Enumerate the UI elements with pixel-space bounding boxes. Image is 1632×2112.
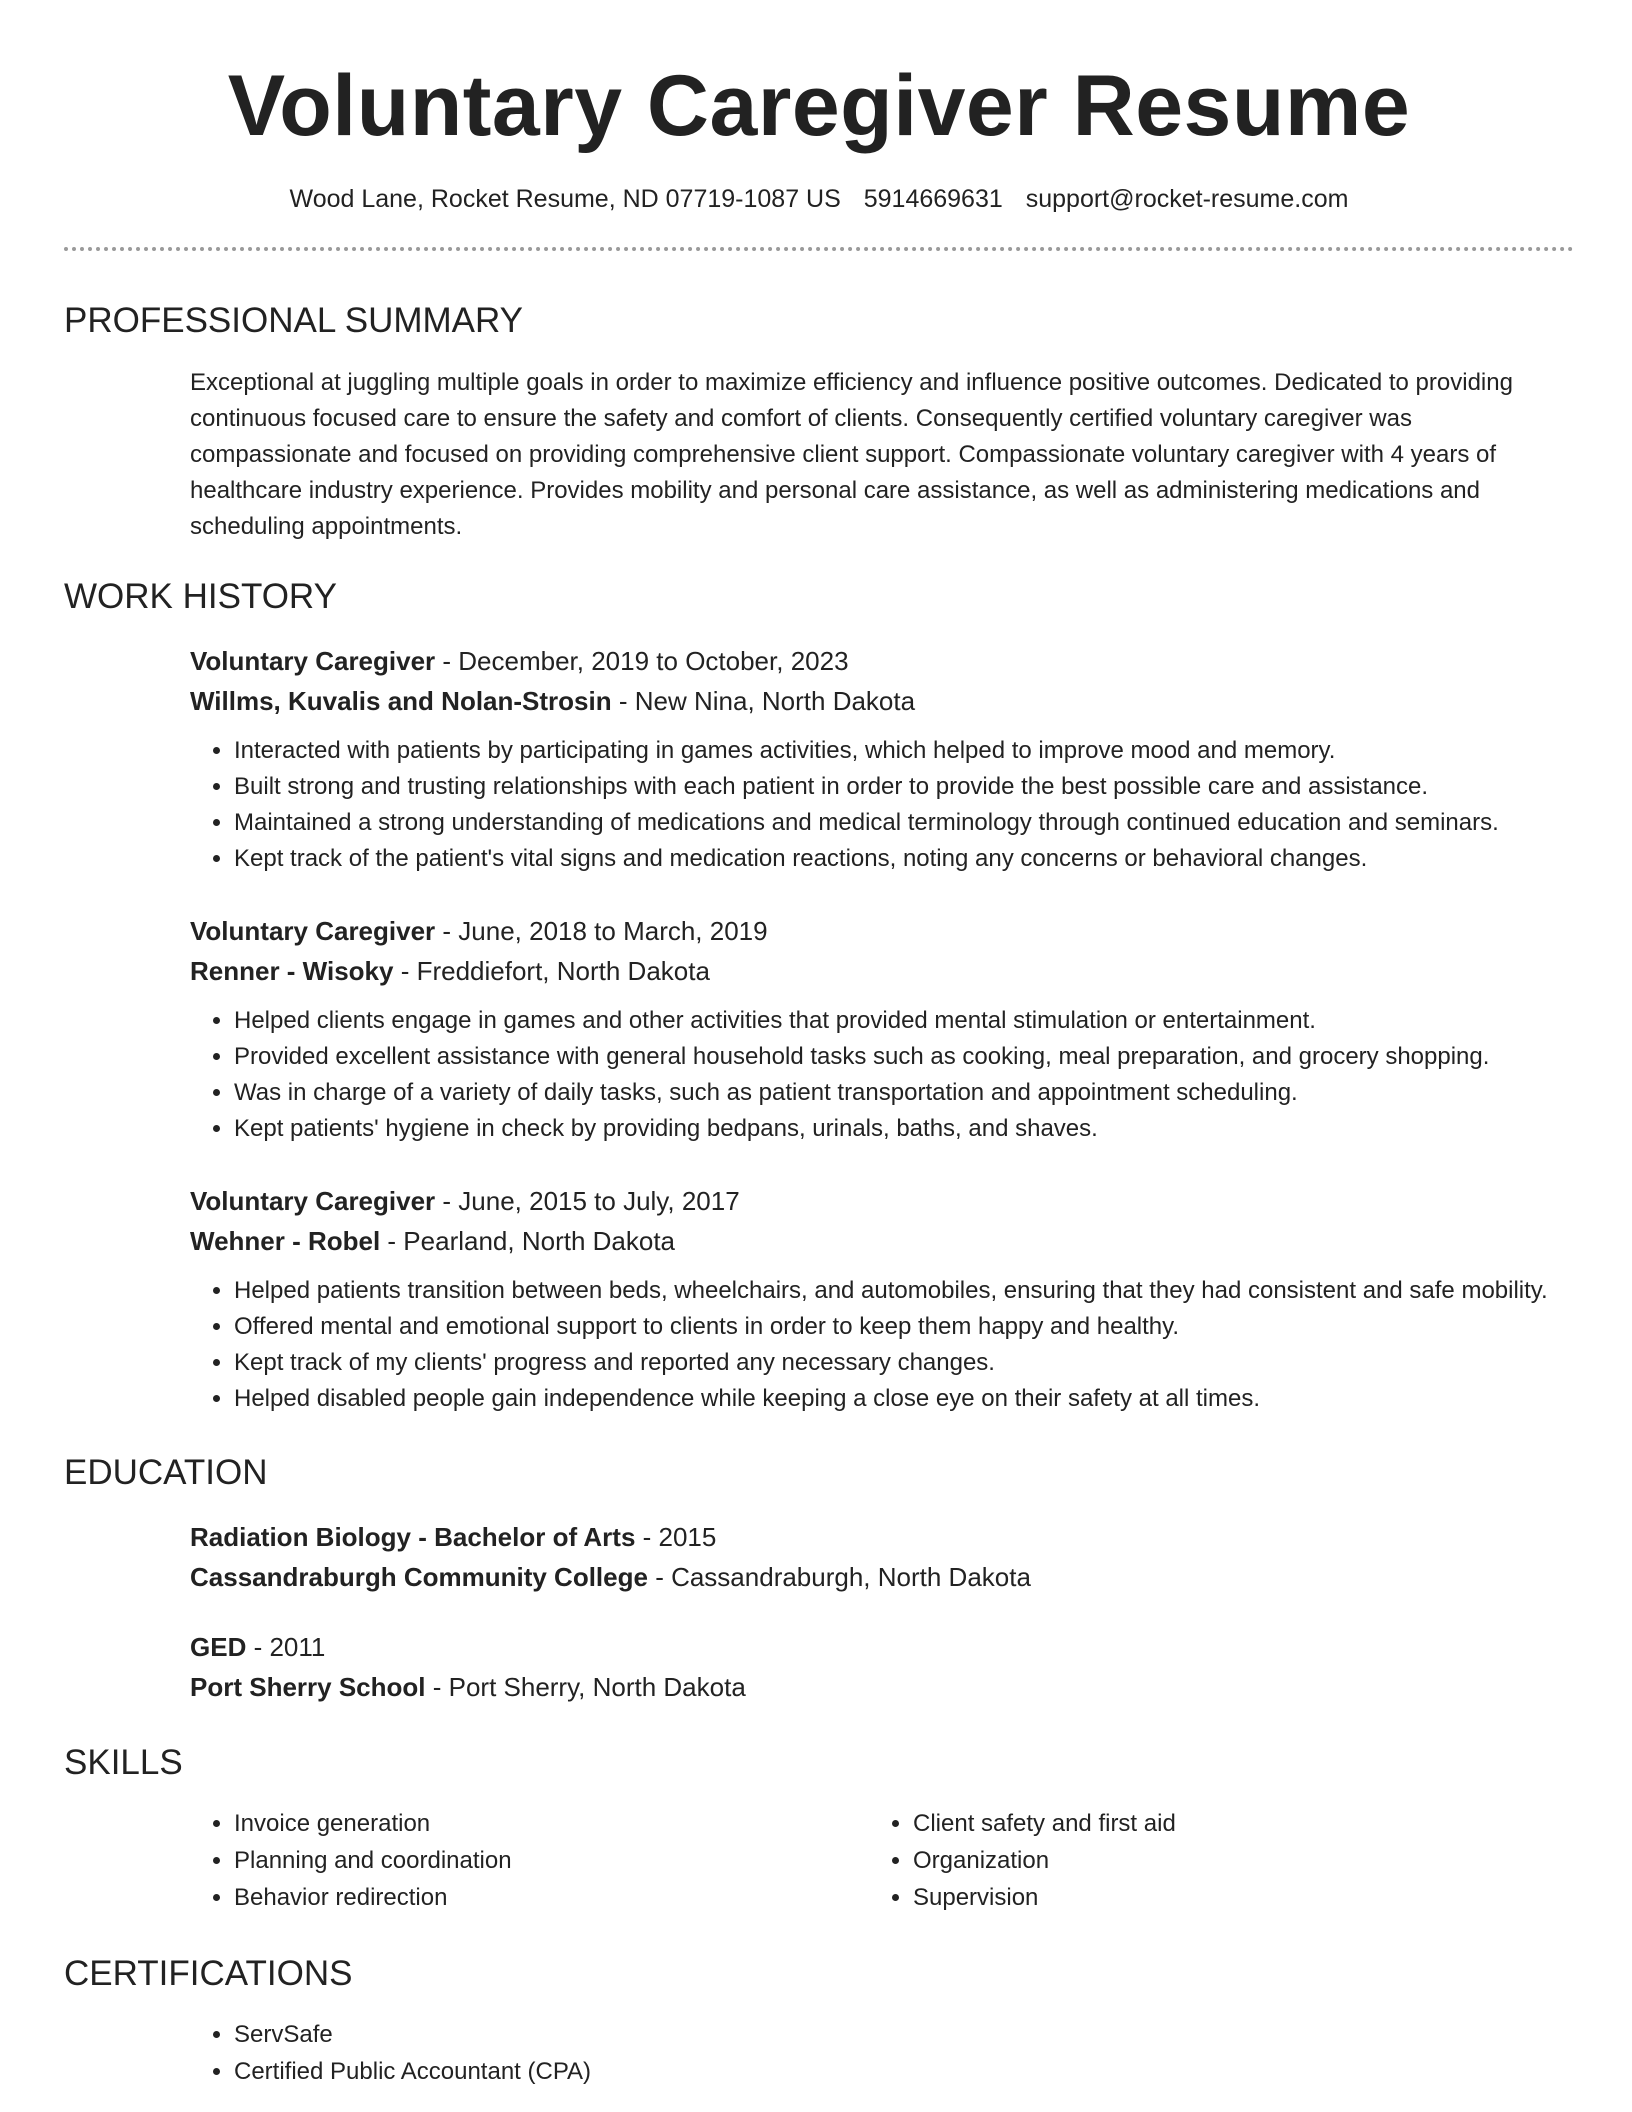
skills-columns bbox=[190, 1805, 1575, 1916]
job-title: Voluntary Caregiver bbox=[190, 646, 436, 676]
list-item: • Interacted with patients by participating in games activities, which helped to improve mood and memory. bbox=[234, 733, 1574, 769]
education-school: Port Sherry School bbox=[190, 1672, 426, 1702]
skills-list-right bbox=[869, 1805, 1548, 1916]
list-item: • Kept patients' hygiene in check by providing bedpans, urinals, baths, and shaves. bbox=[234, 1111, 1574, 1147]
education-school-line bbox=[190, 1667, 1574, 1707]
contact-address: Wood Lane, Rocket Resume, ND 07719-1087 US bbox=[289, 185, 841, 213]
job-title-line bbox=[190, 911, 1574, 951]
education-degree: Radiation Biology - Bachelor of Arts bbox=[190, 1522, 636, 1552]
section-title-work-history: WORK HISTORY bbox=[64, 577, 337, 616]
job-dates: - June, 2018 to March, 2019 bbox=[435, 916, 768, 946]
section-title-certifications: CERTIFICATIONS bbox=[64, 1954, 353, 1993]
job-location: - New Nina, North Dakota bbox=[611, 686, 916, 716]
certifications-list bbox=[190, 2016, 1574, 2090]
job-title-line bbox=[190, 1181, 1574, 1221]
education-degree-line bbox=[190, 1627, 1574, 1667]
skill-item: • Organization bbox=[913, 1842, 1548, 1879]
certification-item: • Certified Public Accountant (CPA) bbox=[234, 2053, 1574, 2090]
list-item: • Provided excellent assistance with general household tasks such as cooking, meal preparation, and grocery shopping. bbox=[234, 1039, 1574, 1075]
job-bullets bbox=[190, 1003, 1574, 1147]
list-item: • Built strong and trusting relationships with each patient in order to provide the best possible care and assistance. bbox=[234, 769, 1574, 805]
section-title-education: EDUCATION bbox=[64, 1453, 268, 1492]
list-item: • Kept track of the patient's vital signs and medication reactions, noting any concerns or behavioral changes. bbox=[234, 841, 1574, 877]
list-item: • Was in charge of a variety of daily tasks, such as patient transportation and appointment scheduling. bbox=[234, 1075, 1574, 1111]
job-company-line bbox=[190, 951, 1574, 991]
job-location: - Freddiefort, North Dakota bbox=[393, 956, 710, 986]
skills-list-left bbox=[190, 1805, 869, 1916]
job-title: Voluntary Caregiver bbox=[190, 916, 436, 946]
job-title-line bbox=[190, 641, 1574, 681]
education-location: - Cassandraburgh, North Dakota bbox=[647, 1562, 1031, 1592]
resume-title: Voluntary Caregiver Resume bbox=[227, 58, 1411, 154]
resume-page bbox=[64, 0, 1574, 2090]
job-entry bbox=[190, 1181, 1574, 1417]
skill-item: • Behavior redirection bbox=[234, 1879, 869, 1916]
contact-email: support@rocket-resume.com bbox=[1025, 185, 1349, 213]
skill-item: • Planning and coordination bbox=[234, 1842, 869, 1879]
education-degree: GED bbox=[190, 1632, 247, 1662]
header-divider bbox=[64, 247, 1574, 251]
job-company-line bbox=[190, 1221, 1574, 1261]
job-title: Voluntary Caregiver bbox=[190, 1186, 436, 1216]
contact-line bbox=[64, 184, 1574, 214]
education-year: - 2011 bbox=[246, 1632, 326, 1662]
skill-item: • Client safety and first aid bbox=[913, 1805, 1548, 1842]
job-company: Renner - Wisoky bbox=[190, 956, 394, 986]
job-dates: - June, 2015 to July, 2017 bbox=[435, 1186, 740, 1216]
skill-item: • Invoice generation bbox=[234, 1805, 869, 1842]
job-company: Wehner - Robel bbox=[190, 1226, 381, 1256]
education-degree-line bbox=[190, 1517, 1574, 1557]
job-location: - Pearland, North Dakota bbox=[380, 1226, 676, 1256]
education-location: - Port Sherry, North Dakota bbox=[425, 1672, 746, 1702]
job-bullets bbox=[190, 733, 1574, 877]
skill-item: • Supervision bbox=[913, 1879, 1548, 1916]
education-entry bbox=[190, 1517, 1574, 1597]
certifications-block bbox=[190, 2016, 1574, 2090]
section-title-summary: PROFESSIONAL SUMMARY bbox=[64, 301, 523, 340]
job-company-line bbox=[190, 681, 1574, 721]
summary-text: Exceptional at juggling multiple goals in order to maximize efficiency and influence positive outcomes. Dedicated to providing continuous focused care to ensure the safety and comfort of clients. Consequently certified voluntary caregiver was compassionate and focused on providing comprehensive client support. Compassionate voluntary caregiver with 4 years of healthcare industry experience. Provides mobility and personal care assistance, as well as administering medications and scheduling appointments. bbox=[190, 369, 1513, 540]
job-entry bbox=[190, 911, 1574, 1147]
job-company: Willms, Kuvalis and Nolan-Strosin bbox=[190, 686, 612, 716]
list-item: • Helped patients transition between beds, wheelchairs, and automobiles, ensuring that they had consistent and safe mobility. bbox=[234, 1273, 1574, 1309]
list-item: • Offered mental and emotional support to clients in order to keep them happy and healthy. bbox=[234, 1309, 1574, 1345]
education-school: Cassandraburgh Community College bbox=[190, 1562, 648, 1592]
job-entry bbox=[190, 641, 1574, 877]
certification-item: • ServSafe bbox=[234, 2016, 1574, 2053]
list-item: • Helped clients engage in games and other activities that provided mental stimulation or entertainment. bbox=[234, 1003, 1574, 1039]
job-dates: - December, 2019 to October, 2023 bbox=[435, 646, 849, 676]
list-item: • Kept track of my clients' progress and reported any necessary changes. bbox=[234, 1345, 1574, 1381]
education-entry bbox=[190, 1627, 1574, 1707]
education-year: - 2015 bbox=[635, 1522, 717, 1552]
contact-phone: 5914669631 bbox=[863, 185, 1003, 213]
job-bullets bbox=[190, 1273, 1574, 1417]
education-school-line bbox=[190, 1557, 1574, 1597]
section-title-skills: SKILLS bbox=[64, 1743, 183, 1782]
list-item: • Maintained a strong understanding of medications and medical terminology through continued education and seminars. bbox=[234, 805, 1574, 841]
list-item: • Helped disabled people gain independence while keeping a close eye on their safety at all times. bbox=[234, 1381, 1574, 1417]
